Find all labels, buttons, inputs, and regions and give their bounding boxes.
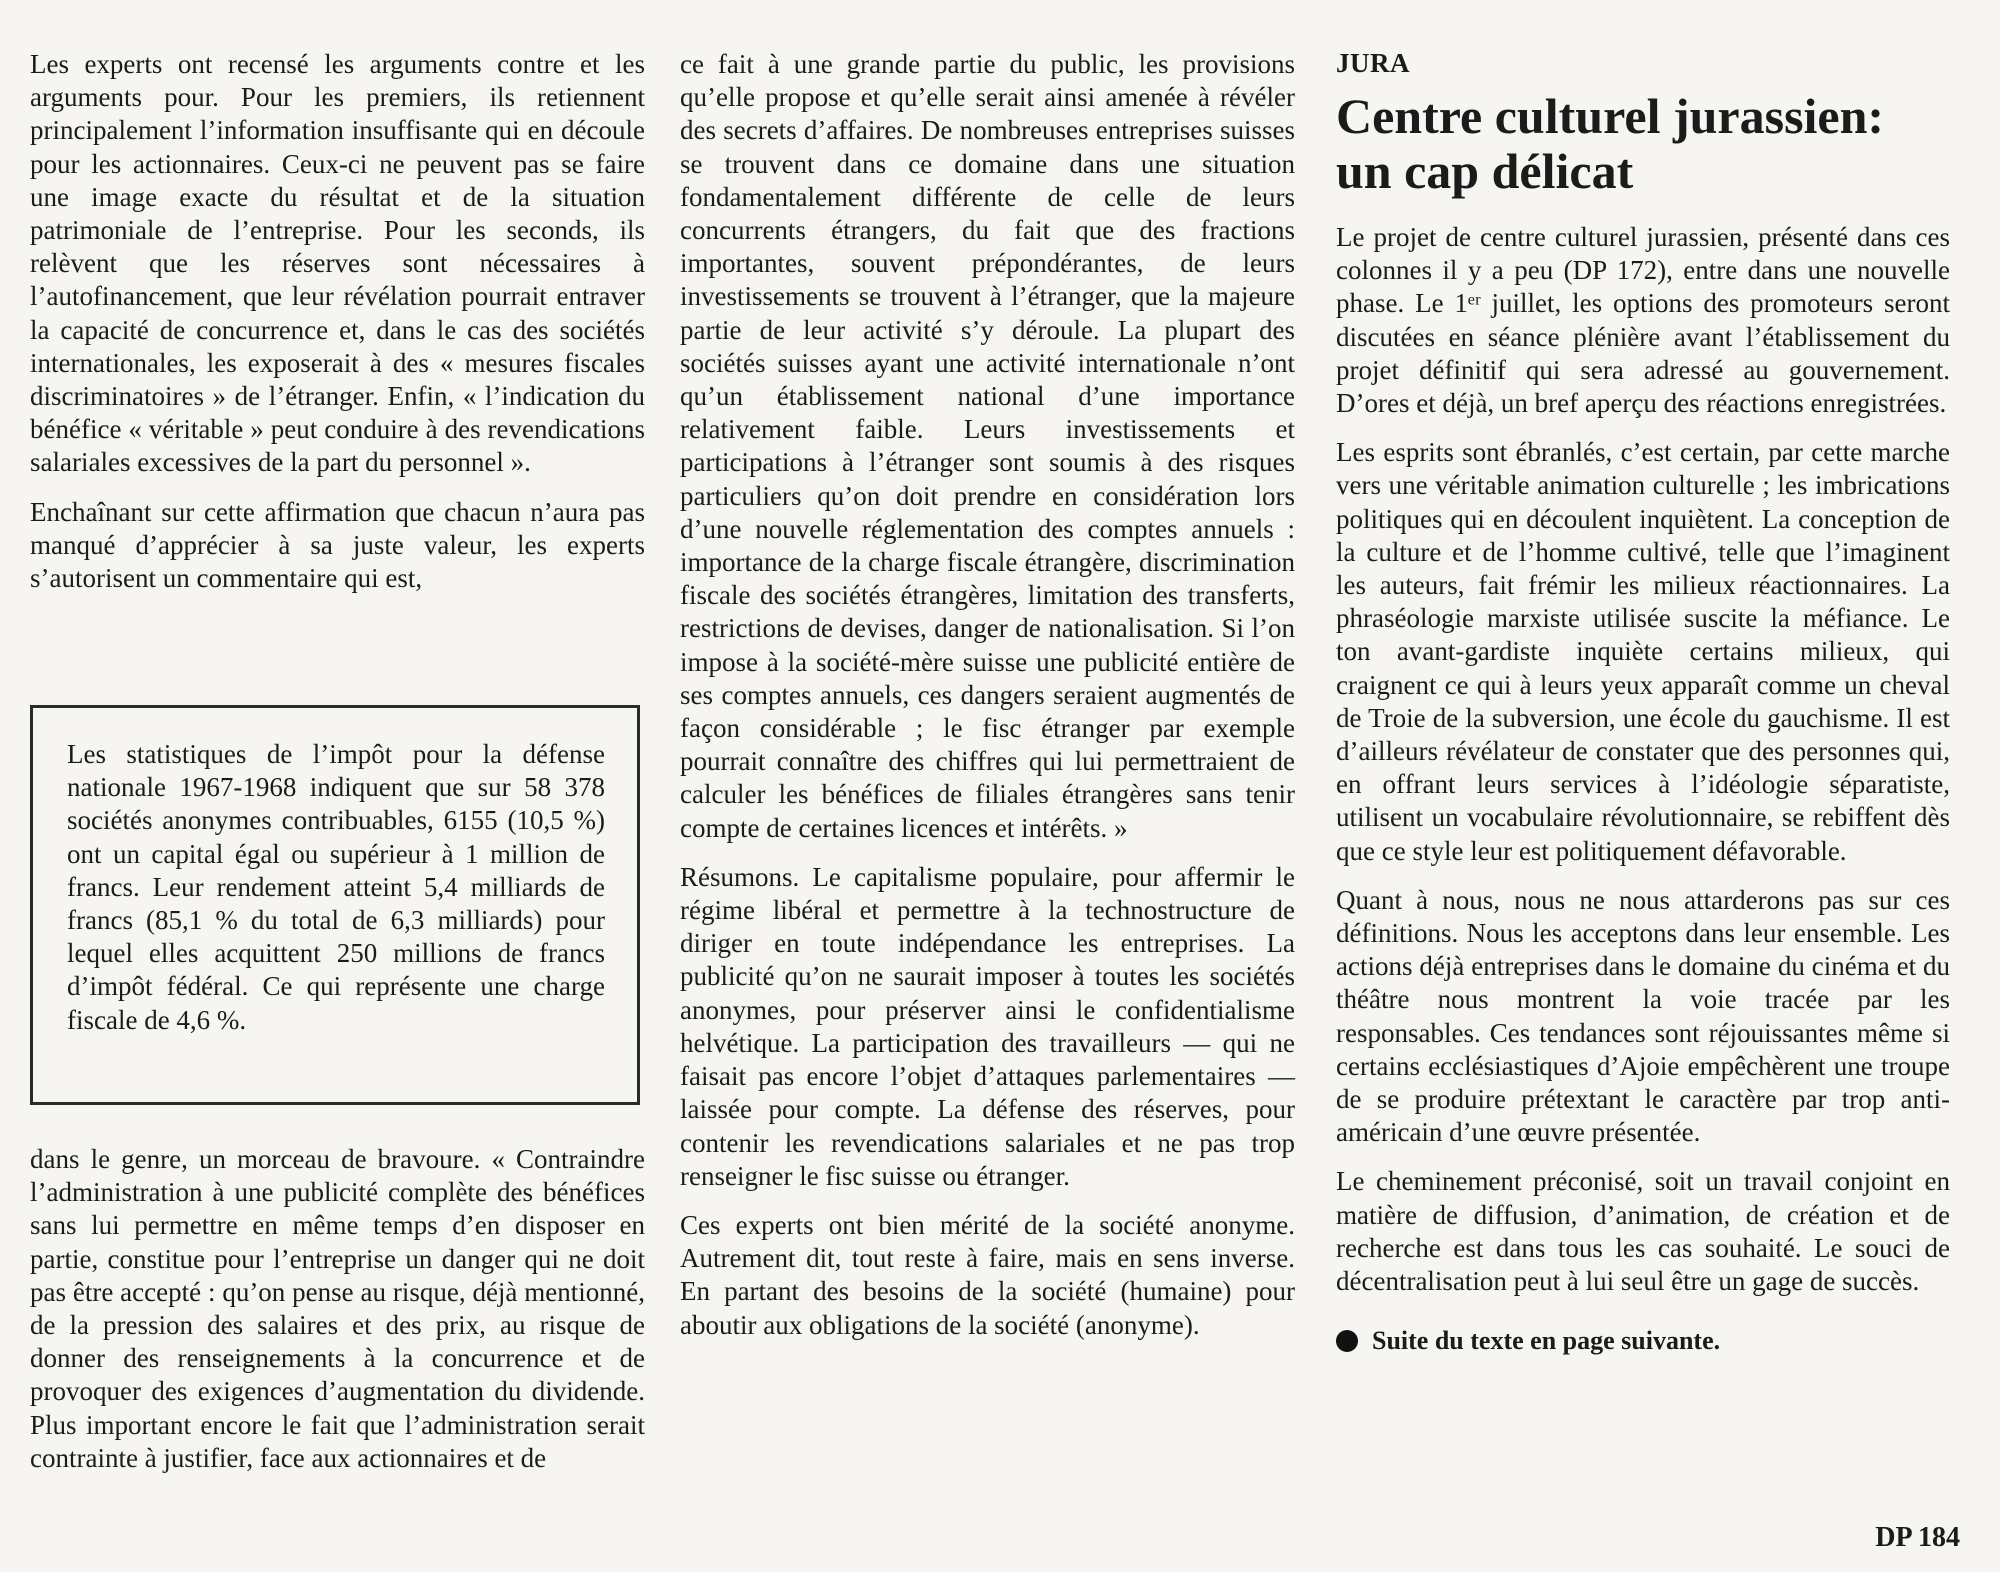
box-text: Les statistiques de l’impôt pour la défense nationale 1967-1968 indiquent que sur 58 378 sociétés anonymes contribuables, 6155 (10,5 %) ont un capital égal ou supérieur à 1 million de francs. Leur rendement atteint 5,4 milliards de francs (85,1 % du total de 6,3 milliards) pour lequel elles acquittent 250 millions de francs d’impôt fédéral. Ce qui représente une charge fiscale de 4,6 %. [67,739,605,1035]
continued-text: Suite du texte en page suivante. [1372,1326,1721,1356]
paragraph: Enchaînant sur cette affirmation que chacun n’aura pas manqué d’apprécier à sa juste valeur, les experts s’autorisent un commentaire qui est, [30,496,645,594]
statistics-box [30,705,640,1105]
page-number: DP 184 [1875,1522,1960,1553]
paragraph: dans le genre, un morceau de bravoure. « Contraindre l’administration à une publicité complète des bénéfices sans lui permettre en même temps d’en disposer en partie, constitue pour l’entreprise un danger qui ne doit pas être accepté : qu’on pense au risque, déjà mentionné, de la pression des salaires et des prix, au risque de donner des renseignements à la concurrence et de provoquer des exigences d’augmentation du dividende. Plus important encore le fait que l’administration serait contrainte à justifier, face aux actionnaires et de [30,1144,645,1473]
article-headline: Centre culturel jurassien: un cap délicat [1336,88,1885,199]
bullet-icon [1336,1330,1358,1352]
column-left [30,48,645,611]
paragraph: Le projet de centre culturel jurassien, présenté dans ces colonnes il y a peu (DP 172), entre dans une nouvelle phase. Le 1ᵉʳ juillet, les options des promoteurs seront discutées en séance plénière avant l’établissement du projet définitif qui sera adressé au gouvernement. D’ores et déjà, un bref aperçu des réactions enregistrées. [1336,222,1950,419]
continued-note [1336,1326,1950,1356]
paragraph: Quant à nous, nous ne nous attarderons pas sur ces définitions. Nous les acceptons dans leur ensemble. Les actions déjà entreprises dans le domaine du cinéma et du théâtre nous montrent la voie tracée par les responsables. Ces tendances sont réjouissantes même si certains ecclésiastiques d’Ajoie empêchèrent une troupe de se produire prétextant le caractère par trop anti-américain d’une œuvre présentée. [1336,884,1950,1148]
column-middle [680,48,1295,1358]
paragraph: ce fait à une grande partie du public, les provisions qu’elle propose et qu’elle serait ainsi amenée à révéler des secrets d’affaires. De nombreuses entreprises suisses se trouvent dans ce domaine dans une situation fondamentalement différente de celle de leurs concurrents étrangers, du fait que des fractions importantes, souvent prépondérantes, de leurs investissements se trouvent à l’étranger, que la majeure partie de leur activité s’y déroule. La plupart des sociétés suisses ayant une activité internationale n’ont qu’un établissement national d’une importance relativement faible. Leurs investissements et participations à l’étranger sont soumis à des risques particuliers qu’on doit prendre en considération lors d’une nouvelle réglementation des comptes annuels : importance de la charge fiscale étrangère, discrimination fiscale des sociétés étrangères, limitation des transferts, restrictions de devises, danger de nationalisation. Si l’on impose à la société-mère suisse une publicité entière de ses comptes annuels, ces dangers seraient augmentés de façon considérable ; le fisc étranger par exemple pourrait connaître des chiffres qui lui permettraient de calculer les bénéfices de filiales étrangères sans tenir compte de certaines licences et intérêts. » [680,49,1295,843]
column-right [1336,48,1950,1356]
paragraph: Le cheminement préconisé, soit un travail conjoint en matière de diffusion, d’animation, de création et de recherche est dans tous les cas souhaité. Le souci de décentralisation peut à lui seul être un gage de succès. [1336,1166,1950,1297]
paragraph: Ces experts ont bien mérité de la société anonyme. Autrement dit, tout reste à faire, mais en sens inverse. En partant des besoins de la société (humaine) pour aboutir aux obligations de la société (anonyme). [680,1209,1295,1340]
paragraph: Les esprits sont ébranlés, c’est certain, par cette marche vers une véritable animation culturelle ; les imbrications politiques qui en découlent inquiètent. La conception de la culture et de l’homme cultivé, telle que l’imaginent les auteurs, fait frémir les milieux réactionnaires. La phraséologie marxiste utilisée suscite la méfiance. Le ton avant-gardiste inquiète certains milieux, qui craignent ce qui à leurs yeux apparaît comme un cheval de Troie de la subversion, une école du gauchisme. Il est d’ailleurs révélateur de constater que des personnes qui, en offrant leurs services à l’idéologie séparatiste, utilisent un vocabulaire révolutionnaire, se rebiffent dès que ce style leur est politiquement défavorable. [1336,437,1950,866]
paragraph: Résumons. Le capitalisme populaire, pour affermir le régime libéral et permettre à la technostructure de diriger en toute indépendance les entreprises. La publicité qu’on ne saurait imposer à toutes les sociétés anonymes, pour préserver ainsi le confidentialisme helvétique. La participation des travailleurs — qui ne faisait pas encore l’objet d’attaques parlementaires — laissée pour compte. La défense des réserves, pour contenir les revendications salariales et ne pas trop renseigner le fisc suisse ou étranger. [680,861,1295,1191]
paragraph: Les experts ont recensé les arguments contre et les arguments pour. Pour les premiers, ils retiennent principalement l’information insuffisante qui en découle pour les actionnaires. Ceux-ci ne peuvent pas se faire une image exacte du résultat et de la situation patrimoniale de l’entreprise. Pour les seconds, ils relèvent que les réserves sont nécessaires à l’autofinancement, que leur révélation pourrait entraver la capacité de concurrence et, dans le cas des sociétés internationales, les exposerait à des « mesures fiscales discriminatoires » de l’étranger. Enfin, « l’indication du bénéfice « véritable » peut conduire à des revendications salariales excessives de la part du personnel ». [30,49,645,478]
column-left-continued [30,1143,645,1491]
section-label: JURA [1336,48,1410,78]
